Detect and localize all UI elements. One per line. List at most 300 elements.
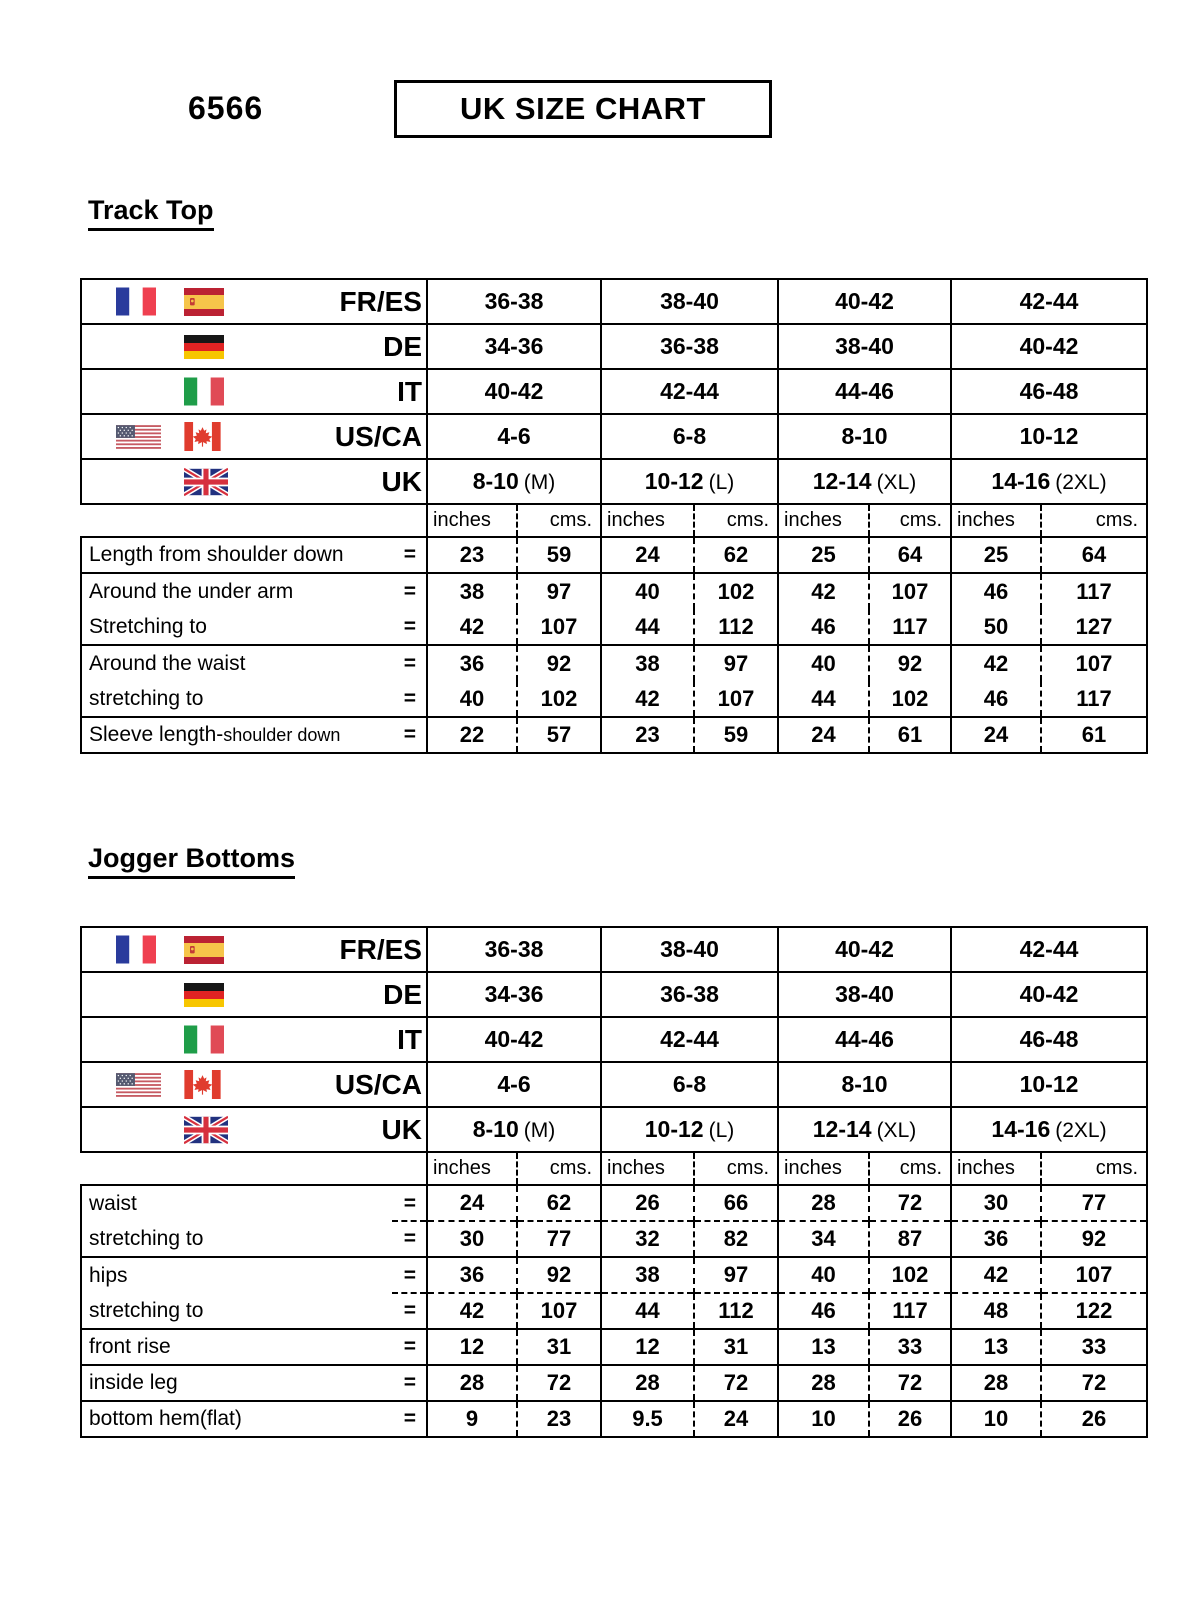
cms-value-cell: 117 <box>869 609 951 645</box>
units-cms-cell: cms. <box>517 504 601 537</box>
measure-label-cell <box>81 717 427 753</box>
page-header <box>0 0 1200 138</box>
measure-row <box>81 537 1147 573</box>
size-value-cell <box>778 459 951 504</box>
cms-value-cell: 107 <box>1041 645 1147 681</box>
inches-value-cell: 38 <box>427 573 517 609</box>
inches-value-cell: 28 <box>601 1365 694 1401</box>
equals-sign: = <box>403 1335 416 1358</box>
measure-label-wrap <box>82 723 426 747</box>
region-label-cell <box>81 369 427 414</box>
inches-value-cell: 42 <box>601 681 694 717</box>
measure-row <box>81 573 1147 609</box>
size-value-cell: 36-38 <box>601 972 778 1017</box>
measure-label-text <box>89 652 245 676</box>
size-value-cell: 40-42 <box>427 369 601 414</box>
region-code-label: IT <box>397 1023 422 1055</box>
units-inches-cell: inches <box>951 504 1041 537</box>
cms-value-cell: 102 <box>869 681 951 717</box>
measure-label-wrap <box>82 1335 426 1359</box>
inches-value-cell: 38 <box>601 645 694 681</box>
size-value-cell: 40-42 <box>427 1017 601 1062</box>
size-value-cell: 6-8 <box>601 1062 778 1107</box>
equals-sign: = <box>403 1226 416 1250</box>
cms-value-cell: 77 <box>517 1221 601 1257</box>
units-inches-cell: inches <box>601 1152 694 1185</box>
region-code-label: DE <box>383 978 422 1010</box>
size-header-row <box>81 1062 1147 1107</box>
inches-value-cell: 28 <box>951 1365 1041 1401</box>
size-value-cell: 36-38 <box>427 927 601 972</box>
cms-value-cell: 24 <box>694 1401 778 1437</box>
measure-label-text <box>89 1407 242 1431</box>
measure-row <box>81 609 1147 645</box>
measure-label-text <box>89 687 203 711</box>
size-value-cell: 38-40 <box>601 927 778 972</box>
region-label-cell <box>81 927 427 972</box>
size-value-cell: 4-6 <box>427 414 601 459</box>
flag-row <box>82 466 426 498</box>
flag-row <box>82 1024 426 1056</box>
size-value-cell: 42-44 <box>601 369 778 414</box>
inches-value-cell: 42 <box>778 573 869 609</box>
size-value-cell: 38-40 <box>778 324 951 369</box>
size-value-cell <box>601 459 778 504</box>
units-blank-cell <box>81 504 427 537</box>
page-title <box>394 80 772 138</box>
uk-flag-icon <box>184 467 230 497</box>
italy-flag-icon <box>184 377 230 406</box>
cms-value-cell: 62 <box>694 537 778 573</box>
flag-row <box>82 979 426 1011</box>
inches-value-cell: 10 <box>951 1401 1041 1437</box>
units-row <box>81 504 1147 537</box>
measure-row <box>81 1221 1147 1257</box>
style-number: 6566 <box>188 90 264 126</box>
page-title-text: UK SIZE CHART <box>460 91 706 126</box>
inches-value-cell: 42 <box>951 1257 1041 1293</box>
size-header-row <box>81 1107 1147 1152</box>
cms-value-cell: 57 <box>517 717 601 753</box>
fit-label-text: (L) <box>708 1119 735 1142</box>
measure-label-text <box>89 1371 178 1395</box>
inches-value-cell: 28 <box>427 1365 517 1401</box>
cms-value-cell: 82 <box>694 1221 778 1257</box>
measure-label-main: inside leg <box>89 1371 178 1394</box>
track-top-size-chart-table <box>80 278 1148 754</box>
measure-label-text <box>89 1335 171 1359</box>
cms-value-cell: 122 <box>1041 1293 1147 1329</box>
size-range-text: 10-12 <box>644 468 704 494</box>
inches-value-cell: 40 <box>778 1257 869 1293</box>
jogger-bottoms-size-chart-table <box>80 926 1148 1438</box>
measure-label-main: Length from shoulder down <box>89 543 344 566</box>
inches-value-cell: 36 <box>951 1221 1041 1257</box>
equals-sign: = <box>403 651 416 675</box>
inches-value-cell: 25 <box>778 537 869 573</box>
inches-value-cell: 46 <box>951 681 1041 717</box>
inches-value-cell: 23 <box>427 537 517 573</box>
equals-sign: = <box>403 723 416 746</box>
size-header-row <box>81 324 1147 369</box>
size-value-cell <box>427 1107 601 1152</box>
equals-sign: = <box>403 1191 416 1215</box>
inches-value-cell: 9.5 <box>601 1401 694 1437</box>
size-header-row <box>81 369 1147 414</box>
cms-value-cell: 66 <box>694 1185 778 1221</box>
region-label-cell <box>81 414 427 459</box>
size-value-cell: 40-42 <box>778 927 951 972</box>
cms-value-cell: 64 <box>869 537 951 573</box>
inches-value-cell: 48 <box>951 1293 1041 1329</box>
measure-row <box>81 1257 1147 1293</box>
cms-value-cell: 92 <box>1041 1221 1147 1257</box>
measure-label-cell <box>81 1185 427 1221</box>
region-label-cell <box>81 279 427 324</box>
equals-sign: = <box>403 543 416 566</box>
inches-value-cell: 38 <box>601 1257 694 1293</box>
size-header-row <box>81 459 1147 504</box>
size-header-row <box>81 414 1147 459</box>
units-cms-cell: cms. <box>694 1152 778 1185</box>
units-cms-cell: cms. <box>1041 1152 1147 1185</box>
size-value-cell: 42-44 <box>601 1017 778 1062</box>
size-value-cell: 42-44 <box>951 279 1147 324</box>
units-inches-cell: inches <box>778 1152 869 1185</box>
fit-label-text: (2XL) <box>1055 471 1107 494</box>
size-value-cell: 46-48 <box>951 369 1147 414</box>
cms-value-cell: 72 <box>1041 1365 1147 1401</box>
germany-flag-icon <box>184 982 230 1008</box>
cms-value-cell: 117 <box>1041 573 1147 609</box>
cms-value-cell: 92 <box>517 1257 601 1293</box>
inches-value-cell: 13 <box>778 1329 869 1365</box>
measure-row <box>81 1365 1147 1401</box>
region-label-cell <box>81 1062 427 1107</box>
measure-label-text <box>89 543 344 567</box>
units-cms-cell: cms. <box>694 504 778 537</box>
cms-value-cell: 97 <box>517 573 601 609</box>
cms-value-cell: 77 <box>1041 1185 1147 1221</box>
equals-sign: = <box>403 1298 416 1322</box>
spain-flag-icon <box>184 288 230 316</box>
measure-label-cell <box>81 681 427 717</box>
inches-value-cell: 46 <box>951 573 1041 609</box>
measure-label-wrap <box>82 1264 426 1288</box>
units-cms-cell: cms. <box>869 504 951 537</box>
measure-label-main: Around the under arm <box>89 579 294 603</box>
measure-label-small: shoulder down <box>223 725 341 745</box>
cms-value-cell: 61 <box>1041 717 1147 753</box>
region-label-cell <box>81 459 427 504</box>
inches-value-cell: 46 <box>778 1293 869 1329</box>
track-top-heading: Track Top <box>88 195 1200 231</box>
size-value-cell: 8-10 <box>778 1062 951 1107</box>
cms-value-cell: 31 <box>694 1329 778 1365</box>
fit-label-text: (2XL) <box>1055 1119 1107 1142</box>
inches-value-cell: 25 <box>951 537 1041 573</box>
region-code-label: UK <box>381 465 422 497</box>
measure-label-text <box>89 615 207 639</box>
inches-value-cell: 42 <box>427 609 517 645</box>
measure-label-wrap <box>82 1227 426 1251</box>
measure-label-cell <box>81 645 427 681</box>
cms-value-cell: 59 <box>517 537 601 573</box>
cms-value-cell: 92 <box>869 645 951 681</box>
units-inches-cell: inches <box>778 504 869 537</box>
size-header-row <box>81 1017 1147 1062</box>
region-code-label: IT <box>397 375 422 407</box>
canada-flag-icon <box>184 422 230 451</box>
measure-label-main: stretching to <box>89 686 204 710</box>
measure-label-text <box>89 1192 137 1216</box>
flag-row <box>82 331 426 363</box>
inches-value-cell: 44 <box>601 609 694 645</box>
units-blank-cell <box>81 1152 427 1185</box>
region-code-label: US/CA <box>334 420 422 452</box>
measure-label-wrap <box>82 652 426 676</box>
flag-row <box>82 286 426 318</box>
size-range-text: 12-14 <box>812 468 872 494</box>
size-value-cell <box>778 1107 951 1152</box>
size-range-text: 14-16 <box>991 1116 1051 1142</box>
units-inches-cell: inches <box>427 504 517 537</box>
size-value-cell: 42-44 <box>951 927 1147 972</box>
measure-label-wrap <box>82 543 426 567</box>
cms-value-cell: 26 <box>869 1401 951 1437</box>
cms-value-cell: 33 <box>869 1329 951 1365</box>
jogger-bottoms-heading: Jogger Bottoms <box>88 843 1200 879</box>
size-value-cell: 36-38 <box>601 324 778 369</box>
inches-value-cell: 34 <box>778 1221 869 1257</box>
measure-label-wrap <box>82 580 426 604</box>
units-cms-cell: cms. <box>517 1152 601 1185</box>
size-value-cell <box>427 459 601 504</box>
units-inches-cell: inches <box>951 1152 1041 1185</box>
inches-value-cell: 24 <box>427 1185 517 1221</box>
measure-label-text <box>89 580 293 604</box>
size-range-text: 8-10 <box>472 468 519 494</box>
inches-value-cell: 40 <box>427 681 517 717</box>
italy-flag-icon <box>184 1025 230 1054</box>
fit-label-text: (M) <box>523 471 556 494</box>
inches-value-cell: 24 <box>778 717 869 753</box>
fit-label-text: (L) <box>708 471 735 494</box>
fit-label-text: (M) <box>523 1119 556 1142</box>
size-value-cell <box>951 1107 1147 1152</box>
inches-value-cell: 40 <box>601 573 694 609</box>
units-inches-cell: inches <box>427 1152 517 1185</box>
region-code-label: DE <box>383 330 422 362</box>
size-value-cell: 40-42 <box>778 279 951 324</box>
france-flag-icon <box>116 287 162 316</box>
measure-label-cell <box>81 1293 427 1329</box>
fit-label-text: (XL) <box>876 471 917 494</box>
inches-value-cell: 30 <box>951 1185 1041 1221</box>
inches-value-cell: 12 <box>427 1329 517 1365</box>
measure-label-cell <box>81 537 427 573</box>
usa-flag-icon <box>116 423 162 451</box>
cms-value-cell: 117 <box>1041 681 1147 717</box>
measure-label-text <box>89 1299 203 1323</box>
flag-row <box>82 1114 426 1146</box>
flag-row <box>82 1069 426 1101</box>
inches-value-cell: 36 <box>427 645 517 681</box>
inches-value-cell: 26 <box>601 1185 694 1221</box>
inches-value-cell: 40 <box>778 645 869 681</box>
size-value-cell: 44-46 <box>778 1017 951 1062</box>
size-value-cell <box>601 1107 778 1152</box>
cms-value-cell: 107 <box>1041 1257 1147 1293</box>
measure-label-wrap <box>82 1299 426 1323</box>
size-header-row <box>81 927 1147 972</box>
cms-value-cell: 59 <box>694 717 778 753</box>
cms-value-cell: 107 <box>869 573 951 609</box>
equals-sign: = <box>403 686 416 710</box>
measure-label-wrap <box>82 687 426 711</box>
measure-label-main: Stretching to <box>89 614 207 638</box>
size-value-cell: 38-40 <box>778 972 951 1017</box>
measure-label-cell <box>81 1329 427 1365</box>
size-value-cell: 44-46 <box>778 369 951 414</box>
cms-value-cell: 72 <box>694 1365 778 1401</box>
measure-row <box>81 717 1147 753</box>
measure-row <box>81 1401 1147 1437</box>
measure-label-main: stretching to <box>89 1226 204 1250</box>
region-code-label: FR/ES <box>339 933 422 965</box>
size-value-cell: 4-6 <box>427 1062 601 1107</box>
units-row <box>81 1152 1147 1185</box>
equals-sign: = <box>403 1371 416 1394</box>
cms-value-cell: 127 <box>1041 609 1147 645</box>
measure-label-cell <box>81 1221 427 1257</box>
inches-value-cell: 46 <box>778 609 869 645</box>
inches-value-cell: 44 <box>601 1293 694 1329</box>
measure-label-main: Sleeve length- <box>89 723 224 746</box>
cms-value-cell: 23 <box>517 1401 601 1437</box>
size-range-text: 12-14 <box>812 1116 872 1142</box>
units-cms-cell: cms. <box>1041 504 1147 537</box>
measure-label-main: hips <box>89 1263 128 1287</box>
cms-value-cell: 102 <box>869 1257 951 1293</box>
size-range-text: 10-12 <box>644 1116 704 1142</box>
region-code-label: FR/ES <box>339 285 422 317</box>
spain-flag-icon <box>184 936 230 964</box>
size-value-cell: 8-10 <box>778 414 951 459</box>
equals-sign: = <box>403 1263 416 1287</box>
equals-sign: = <box>403 579 416 603</box>
cms-value-cell: 107 <box>517 1293 601 1329</box>
size-value-cell <box>951 459 1147 504</box>
inches-value-cell: 42 <box>951 645 1041 681</box>
region-code-label: US/CA <box>334 1068 422 1100</box>
size-range-text: 14-16 <box>991 468 1051 494</box>
cms-value-cell: 72 <box>869 1185 951 1221</box>
flag-row <box>82 376 426 408</box>
measure-label-main: Around the waist <box>89 651 246 675</box>
cms-value-cell: 102 <box>517 681 601 717</box>
region-label-cell <box>81 972 427 1017</box>
measure-row <box>81 1185 1147 1221</box>
equals-sign: = <box>403 614 416 638</box>
cms-value-cell: 62 <box>517 1185 601 1221</box>
inches-value-cell: 22 <box>427 717 517 753</box>
size-value-cell: 38-40 <box>601 279 778 324</box>
size-header-row <box>81 279 1147 324</box>
size-value-cell: 6-8 <box>601 414 778 459</box>
measure-label-cell <box>81 1401 427 1437</box>
size-value-cell: 10-12 <box>951 414 1147 459</box>
flag-row <box>82 421 426 453</box>
cms-value-cell: 112 <box>694 1293 778 1329</box>
region-label-cell <box>81 324 427 369</box>
inches-value-cell: 9 <box>427 1401 517 1437</box>
measure-label-cell <box>81 1365 427 1401</box>
measure-label-main: waist <box>89 1191 137 1215</box>
measure-label-wrap <box>82 1192 426 1216</box>
measure-row <box>81 1329 1147 1365</box>
inches-value-cell: 12 <box>601 1329 694 1365</box>
size-value-cell: 46-48 <box>951 1017 1147 1062</box>
size-value-cell: 10-12 <box>951 1062 1147 1107</box>
cms-value-cell: 61 <box>869 717 951 753</box>
measure-row <box>81 645 1147 681</box>
inches-value-cell: 44 <box>778 681 869 717</box>
cms-value-cell: 107 <box>694 681 778 717</box>
measure-label-cell <box>81 609 427 645</box>
inches-value-cell: 10 <box>778 1401 869 1437</box>
inches-value-cell: 30 <box>427 1221 517 1257</box>
inches-value-cell: 42 <box>427 1293 517 1329</box>
cms-value-cell: 112 <box>694 609 778 645</box>
size-value-cell: 34-36 <box>427 324 601 369</box>
size-value-cell: 40-42 <box>951 324 1147 369</box>
fit-label-text: (XL) <box>876 1119 917 1142</box>
size-value-cell: 36-38 <box>427 279 601 324</box>
uk-flag-icon <box>184 1115 230 1145</box>
germany-flag-icon <box>184 334 230 360</box>
inches-value-cell: 50 <box>951 609 1041 645</box>
inches-value-cell: 13 <box>951 1329 1041 1365</box>
measure-label-wrap <box>82 1407 426 1431</box>
inches-value-cell: 28 <box>778 1185 869 1221</box>
cms-value-cell: 26 <box>1041 1401 1147 1437</box>
measure-label-main: front rise <box>89 1335 171 1358</box>
size-value-cell: 34-36 <box>427 972 601 1017</box>
cms-value-cell: 72 <box>517 1365 601 1401</box>
inches-value-cell: 23 <box>601 717 694 753</box>
inches-value-cell: 24 <box>601 537 694 573</box>
size-header-row <box>81 972 1147 1017</box>
measure-label-text <box>89 1264 128 1288</box>
cms-value-cell: 72 <box>869 1365 951 1401</box>
france-flag-icon <box>116 935 162 964</box>
measure-row <box>81 681 1147 717</box>
measure-label-text <box>89 723 340 747</box>
region-label-cell <box>81 1017 427 1062</box>
region-label-cell <box>81 1107 427 1152</box>
size-value-cell: 40-42 <box>951 972 1147 1017</box>
cms-value-cell: 117 <box>869 1293 951 1329</box>
measure-label-wrap <box>82 1371 426 1395</box>
size-range-text: 8-10 <box>472 1116 519 1142</box>
measure-label-cell <box>81 573 427 609</box>
cms-value-cell: 33 <box>1041 1329 1147 1365</box>
cms-value-cell: 102 <box>694 573 778 609</box>
measure-label-main: bottom hem(flat) <box>89 1407 242 1430</box>
region-code-label: UK <box>381 1113 422 1145</box>
units-cms-cell: cms. <box>869 1152 951 1185</box>
